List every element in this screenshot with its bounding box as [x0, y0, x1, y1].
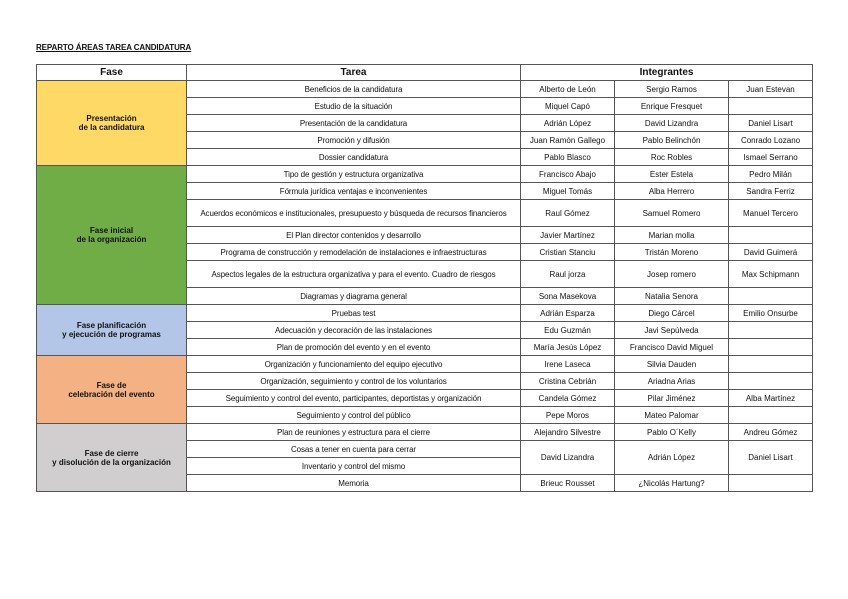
member-cell: Ariadna Arias	[615, 373, 729, 390]
document-title: REPARTO ÁREAS TAREA CANDIDATURA	[36, 43, 192, 52]
member-cell: Mateo Palomar	[615, 407, 729, 424]
table-row	[37, 166, 813, 183]
phase-line2: de la candidatura	[78, 123, 145, 132]
phase-closure	[37, 424, 187, 492]
member-cell: Alejandro Silvestre	[521, 424, 615, 441]
member-cell: Pilar Jiménez	[615, 390, 729, 407]
member-cell: María Jesús López	[521, 339, 615, 356]
member-cell: Max Schipmann	[729, 261, 813, 288]
task-cell: Plan de reuniones y estructura para el cierre	[187, 424, 521, 441]
task-cell: Organización y funcionamiento del equipo ejecutivo	[187, 356, 521, 373]
task-cell: Seguimiento y control del evento, participantes, deportistas y organización	[187, 390, 521, 407]
task-cell: Seguimiento y control del público	[187, 407, 521, 424]
member-cell: Pedro Milán	[729, 166, 813, 183]
phase-line1: Presentación	[86, 114, 137, 123]
member-cell: David Lizandra	[521, 441, 615, 475]
task-cell: Estudio de la situación	[187, 98, 521, 115]
member-cell: Natalia Senora	[615, 288, 729, 305]
member-cell: Brieuc Rousset	[521, 475, 615, 492]
task-cell: Pruebas test	[187, 305, 521, 322]
member-cell: Javier Martínez	[521, 227, 615, 244]
phase-planning	[37, 305, 187, 356]
task-cell: Tipo de gestión y estructura organizativa	[187, 166, 521, 183]
task-cell: Dossier candidatura	[187, 149, 521, 166]
member-cell: Adrián Esparza	[521, 305, 615, 322]
task-cell: Presentación de la candidatura	[187, 115, 521, 132]
table-row	[37, 356, 813, 373]
member-cell: Raul jorza	[521, 261, 615, 288]
member-cell	[729, 475, 813, 492]
task-cell: Fórmula jurídica ventajas e inconvenientes	[187, 183, 521, 200]
member-cell: Adrián López	[521, 115, 615, 132]
member-cell: Raul Gómez	[521, 200, 615, 227]
task-cell: Diagramas y diagrama general	[187, 288, 521, 305]
task-cell: Cosas a tener en cuenta para cerrar	[187, 441, 521, 458]
member-cell: Pepe Moros	[521, 407, 615, 424]
member-cell: Manuel Tercero	[729, 200, 813, 227]
member-cell: Andreu Gómez	[729, 424, 813, 441]
member-cell: Sandra Ferriz	[729, 183, 813, 200]
member-cell: Juan Ramón Gallego	[521, 132, 615, 149]
task-cell: Programa de construcción y remodelación de instalaciones e infraestructuras	[187, 244, 521, 261]
task-cell: Acuerdos económicos e institucionales, presupuesto y búsqueda de recursos financieros	[187, 200, 521, 227]
task-cell: Beneficios de la candidatura	[187, 81, 521, 98]
member-cell: Cristian Stanciu	[521, 244, 615, 261]
member-cell: Marian molla	[615, 227, 729, 244]
member-cell	[729, 407, 813, 424]
member-cell: Juan Estevan	[729, 81, 813, 98]
phase-line2: de la organización	[76, 235, 147, 244]
member-cell	[729, 288, 813, 305]
member-cell: ¿Nicolás Hartung?	[615, 475, 729, 492]
phase-celebration	[37, 356, 187, 424]
member-cell: Francisco Abajo	[521, 166, 615, 183]
member-cell: Miquel Capó	[521, 98, 615, 115]
member-cell: Edu Guzmán	[521, 322, 615, 339]
member-cell: Adrián López	[615, 441, 729, 475]
phase-line2: celebración del evento	[68, 389, 155, 399]
task-cell: Memoria	[187, 475, 521, 492]
task-cell: Plan de promoción del evento y en el evento	[187, 339, 521, 356]
task-cell: El Plan director contenidos y desarrollo	[187, 227, 521, 244]
member-cell	[729, 373, 813, 390]
member-cell: Alba Herrero	[615, 183, 729, 200]
assignment-table	[36, 64, 813, 492]
member-cell: Alberto de León	[521, 81, 615, 98]
table-row	[37, 81, 813, 98]
member-cell: David Guimerá	[729, 244, 813, 261]
member-cell: Francisco David Miguel	[615, 339, 729, 356]
task-cell: Organización, seguimiento y control de los voluntarios	[187, 373, 521, 390]
member-cell: Emilio Onsurbe	[729, 305, 813, 322]
phase-presentation	[37, 81, 187, 166]
member-cell: Candela Gómez	[521, 390, 615, 407]
task-cell: Promoción y difusión	[187, 132, 521, 149]
member-cell: Sergio Ramos	[615, 81, 729, 98]
member-cell: Cristina Cebrián	[521, 373, 615, 390]
phase-line1: Fase inicial	[89, 226, 134, 235]
member-cell: Alba Martínez	[729, 390, 813, 407]
member-cell: Tristán Moreno	[615, 244, 729, 261]
table-row	[37, 424, 813, 441]
member-cell	[729, 339, 813, 356]
member-cell: Diego Cárcel	[615, 305, 729, 322]
member-cell: Enrique Fresquet	[615, 98, 729, 115]
member-cell	[729, 356, 813, 373]
member-cell: Pablo Belinchón	[615, 132, 729, 149]
member-cell: Irene Laseca	[521, 356, 615, 373]
phase-line1: Fase planificación	[76, 321, 147, 330]
task-cell: Aspectos legales de la estructura organizativa y para el evento. Cuadro de riesgos	[187, 261, 521, 288]
member-cell: Roc Robles	[615, 149, 729, 166]
phase-initial	[37, 166, 187, 305]
member-cell: Ester Estela	[615, 166, 729, 183]
header-row	[37, 65, 813, 81]
task-cell: Inventario y control del mismo	[187, 458, 521, 475]
member-cell	[729, 98, 813, 115]
member-cell	[729, 227, 813, 244]
member-cell: Silvia Dauden	[615, 356, 729, 373]
member-cell: Sona Masekova	[521, 288, 615, 305]
phase-line2: y disolución de la organización	[52, 457, 171, 467]
header-integrantes: Integrantes	[521, 65, 813, 81]
member-cell: Daniel Lisart	[729, 115, 813, 132]
member-cell	[729, 322, 813, 339]
member-cell: Miguel Tomás	[521, 183, 615, 200]
header-fase: Fase	[37, 65, 187, 81]
header-tarea: Tarea	[187, 65, 521, 81]
table-row	[37, 305, 813, 322]
member-cell: Conrado Lozano	[729, 132, 813, 149]
member-cell: Javi Sepúlveda	[615, 322, 729, 339]
member-cell: Samuel Romero	[615, 200, 729, 227]
member-cell: Josep romero	[615, 261, 729, 288]
member-cell: Pablo Blasco	[521, 149, 615, 166]
task-cell: Adecuación y decoración de las instalaciones	[187, 322, 521, 339]
phase-line2: y ejecución de programas	[62, 330, 161, 339]
member-cell: Ismael Serrano	[729, 149, 813, 166]
member-cell: Daniel Lisart	[729, 441, 813, 475]
phase-line1: Fase de	[96, 380, 127, 390]
member-cell: Pablo O´Kelly	[615, 424, 729, 441]
member-cell: David Lizandra	[615, 115, 729, 132]
phase-line1: Fase de cierre	[84, 448, 139, 458]
